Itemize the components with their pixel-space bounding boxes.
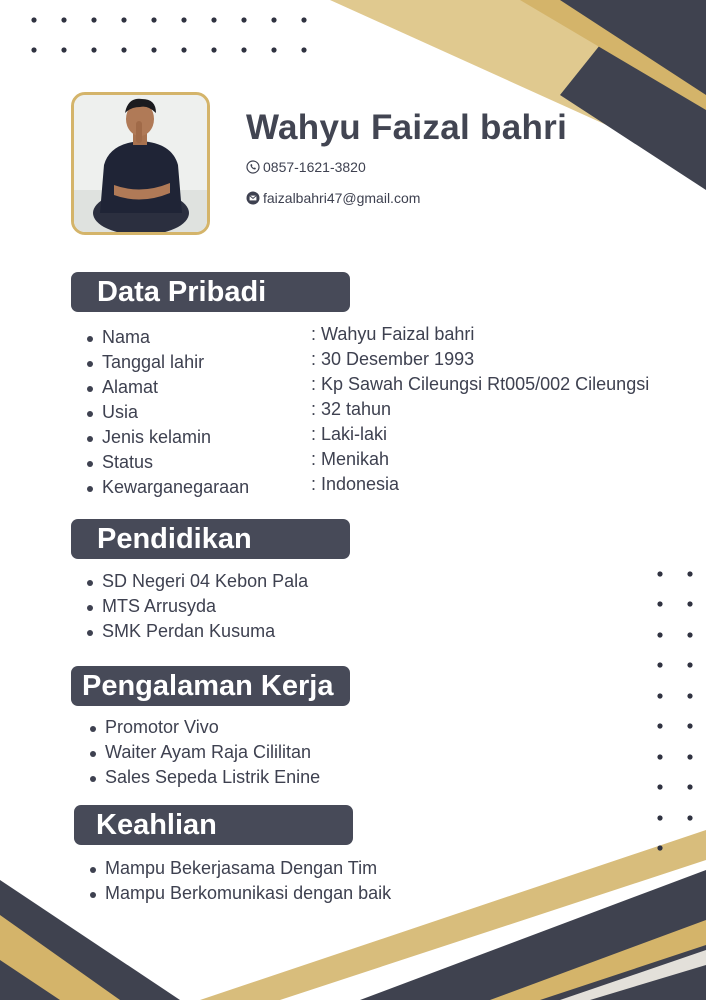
list-item: MTS Arrusyda — [87, 594, 308, 619]
label-tanggal-lahir: Tanggal lahir — [87, 350, 249, 375]
list-item: SD Negeri 04 Kebon Pala — [87, 569, 308, 594]
section-heading-pengalaman-kerja: Pengalaman Kerja — [71, 666, 350, 706]
section-heading-keahlian: Keahlian — [74, 805, 353, 845]
phone-icon — [246, 160, 260, 174]
list-item: SMK Perdan Kusuma — [87, 619, 308, 644]
list-item: Waiter Ayam Raja Cililitan — [90, 740, 320, 765]
label-alamat: Alamat — [87, 375, 249, 400]
email-icon — [246, 191, 260, 205]
work-experience-list — [90, 715, 320, 790]
profile-photo — [71, 92, 210, 235]
label-usia: Usia — [87, 400, 249, 425]
full-name: Wahyu Faizal bahri — [246, 108, 568, 147]
list-item: Sales Sepeda Listrik Enine — [90, 765, 320, 790]
label-kewarganegaraan: Kewarganegaraan — [87, 475, 249, 500]
value-kewarganegaraan: : Indonesia — [311, 474, 400, 494]
dot-grid-top — [26, 12, 326, 60]
value-tanggal-lahir: : 30 Desember 1993 — [311, 349, 475, 369]
label-nama: Nama — [87, 325, 249, 350]
label-status: Status — [87, 450, 249, 475]
education-list — [87, 569, 308, 644]
list-item: Promotor Vivo — [90, 715, 320, 740]
value-usia: : 32 tahun — [311, 399, 392, 419]
list-item: Mampu Bekerjasama Dengan Tim — [90, 856, 395, 881]
skills-list — [90, 856, 395, 906]
label-jenis-kelamin: Jenis kelamin — [87, 425, 249, 450]
personal-data-values — [311, 322, 649, 497]
value-jenis-kelamin: : Laki-laki — [311, 424, 388, 444]
section-heading-data-pribadi: Data Pribadi — [71, 272, 350, 312]
email-contact — [246, 190, 420, 206]
email-address: faizalbahri47@gmail.com — [263, 190, 421, 206]
personal-data-labels — [87, 325, 249, 500]
list-item: Mampu Berkomunikasi dengan baik — [90, 881, 395, 906]
dot-grid-right — [652, 566, 698, 856]
value-nama: : Wahyu Faizal bahri — [311, 324, 475, 344]
value-alamat: : Kp Sawah Cileungsi Rt005/002 Cileungsi — [311, 374, 650, 394]
section-heading-pendidikan: Pendidikan — [71, 519, 350, 559]
phone-contact — [246, 159, 366, 175]
phone-number: 0857-1621-3820 — [263, 159, 366, 175]
value-status: : Menikah — [311, 449, 390, 469]
